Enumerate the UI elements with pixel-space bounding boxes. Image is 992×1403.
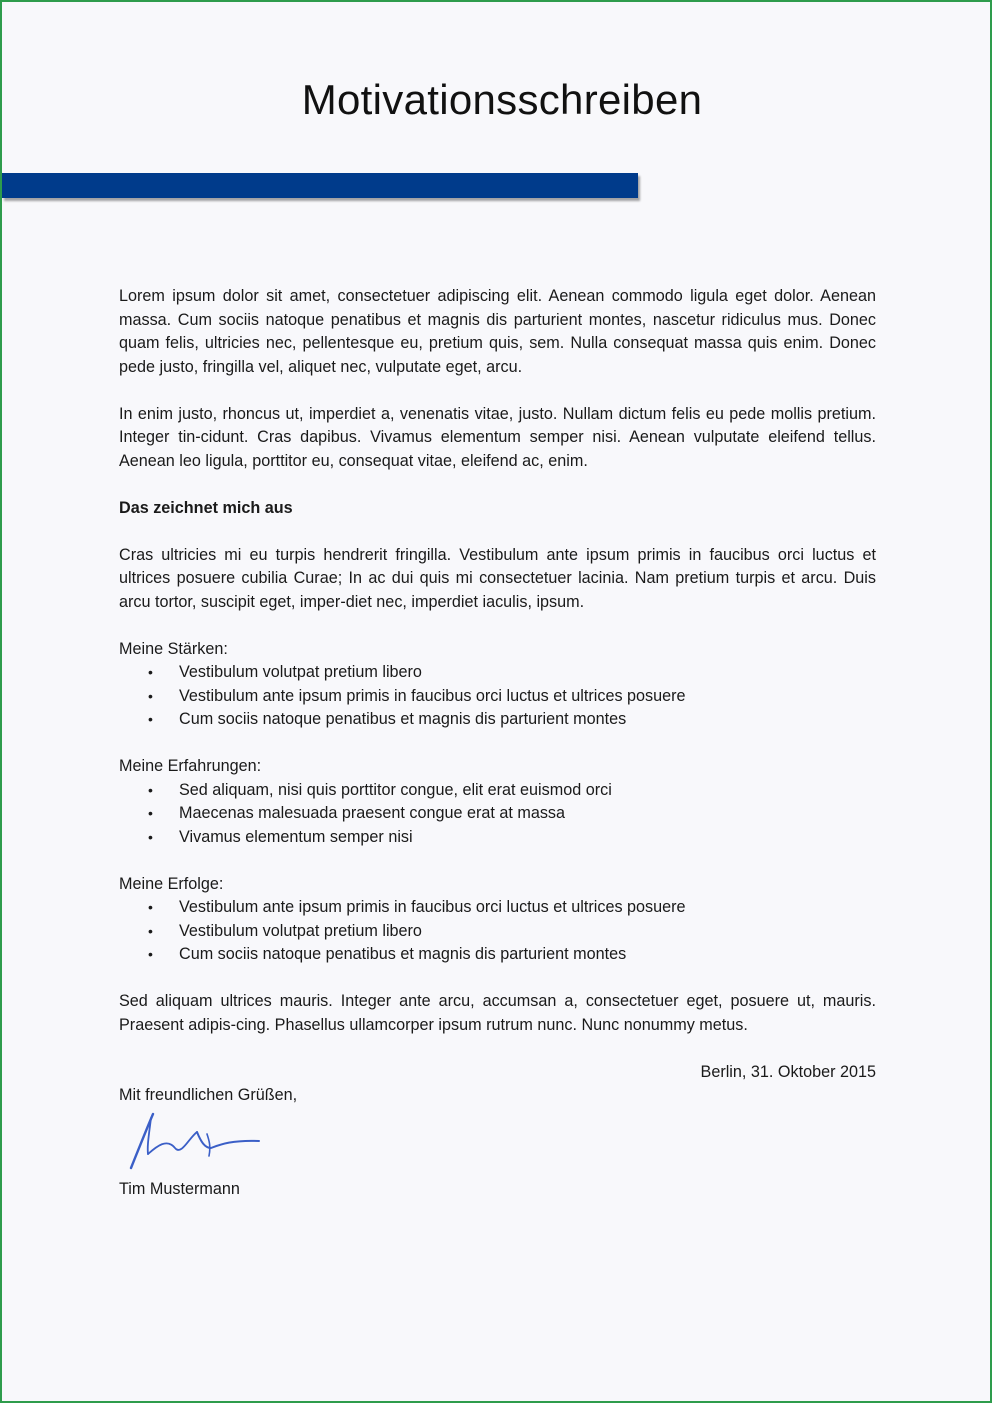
signer-name: Tim Mustermann xyxy=(119,1179,240,1198)
paragraph-intro: Lorem ipsum dolor sit amet, consectetuer adipiscing elit. Aenean commodo ligula eget dolor. Aenean massa. Cum sociis natoque penatibus et magnis dis parturient montes, nascetur ridiculus mus. Donec quam felis, ultricies nec, pellentesque eu, pretium quis, sem. Nulla consequat massa quis enim. Donec pede justo, fringilla vel, aliquet nec, vulputate eget, arcu. xyxy=(119,287,876,376)
bullet-icon: • xyxy=(148,781,153,798)
experience-label: Meine Erfahrungen: xyxy=(119,757,262,775)
list-item: • Vestibulum volutpat pretium libero xyxy=(119,920,876,944)
list-item: • Vestibulum volutpat pretium libero xyxy=(119,661,876,685)
bullet-icon: • xyxy=(148,664,153,680)
achievements-list xyxy=(119,896,876,967)
list-item: • Vestibulum ante ipsum primis in faucibus orci luctus et ultrices posuere xyxy=(119,685,876,709)
list-item: • Maecenas malesuada praesent congue erat at massa xyxy=(119,802,876,826)
bullet-icon: • xyxy=(148,828,153,845)
section-heading: Das zeichnet mich aus xyxy=(119,498,293,517)
list-item: • Cum sociis natoque penatibus et magnis dis parturient montes xyxy=(119,708,876,732)
letter-body xyxy=(119,285,876,1201)
signature-image xyxy=(121,1108,271,1178)
strengths-list xyxy=(119,661,876,732)
bullet-icon: • xyxy=(148,922,153,939)
accent-bar xyxy=(2,173,638,198)
paragraph-second: In enim justo, rhoncus ut, imperdiet a, venenatis vitae, justo. Nullam dictum felis eu pede mollis pretium. Integer tin-cidunt. Cras dapibus. Vivamus elementum semper nisi. Aenean vulputate eleifend tellus. Aenean leo ligula, porttitor eu, consequat vitae, eleifend ac, enim. xyxy=(119,404,876,470)
bullet-icon: • xyxy=(148,946,153,962)
list-item: • Sed aliquam, nisi quis porttitor congue, elit erat euismod orci xyxy=(119,779,876,803)
achievements-label: Meine Erfolge: xyxy=(119,874,224,893)
list-item: • Vivamus elementum semper nisi xyxy=(119,826,876,850)
list-item: • Vestibulum ante ipsum primis in faucibus orci luctus et ultrices posuere xyxy=(119,896,876,920)
paragraph-third: Cras ultricies mi eu turpis hendrerit fringilla. Vestibulum ante ipsum primis in faucibus orci luctus et ultrices posuere cubilia Curae; In ac dui quis mi consectetuer lacinia. Nam pretium turpis et arcu. Duis arcu tortor, suscipit eget, imper-diet nec, imperdiet iaculis, ipsum. xyxy=(119,545,876,611)
list-item: • Cum sociis natoque penatibus et magnis dis parturient montes xyxy=(119,943,876,967)
paragraph-closing-body: Sed aliquam ultrices mauris. Integer ante arcu, accumsan a, consectetuer eget, posuere ut, mauris. Praesent adipis-cing. Phasellus ullamcorper ipsum rutrum nunc. Nunc nonummy metus. xyxy=(119,992,876,1034)
page-title: Motivationsschreiben xyxy=(301,76,703,123)
bullet-icon: • xyxy=(148,687,153,704)
bullet-icon: • xyxy=(148,805,153,821)
place-date: Berlin, 31. Oktober 2015 xyxy=(700,1062,876,1081)
experience-list xyxy=(119,779,876,850)
closing-greeting: Mit freundlichen Grüßen, xyxy=(119,1086,298,1104)
bullet-icon: • xyxy=(148,711,153,727)
strengths-label: Meine Stärken: xyxy=(119,639,228,658)
bullet-icon: • xyxy=(148,899,153,915)
